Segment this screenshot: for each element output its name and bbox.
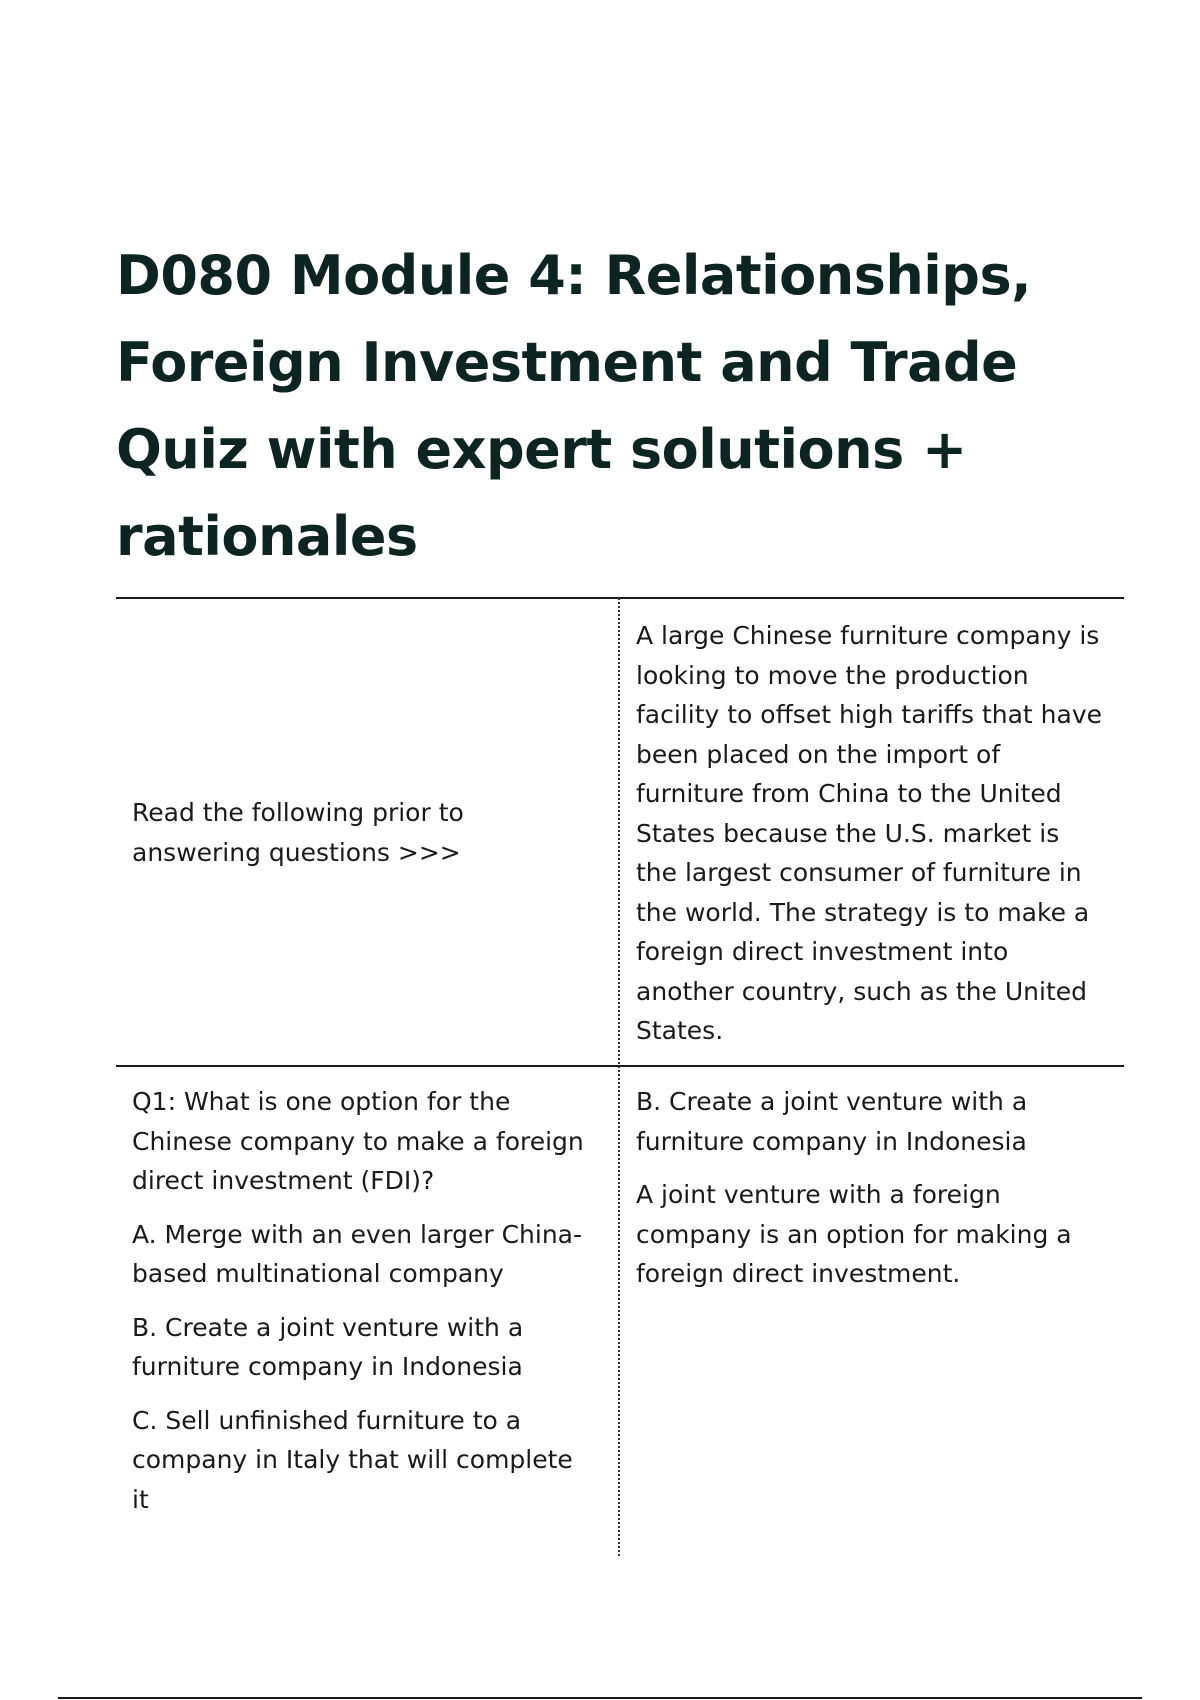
question-cell — [132, 1082, 597, 1533]
instruction-text: Read the following prior to answering questions >>> — [132, 798, 464, 867]
option-c: C. Sell unfinished furniture to a company in Italy that will complete it — [132, 1405, 573, 1514]
question-text: Q1: What is one option for the Chinese company to make a foreign direct investment (FDI)? — [132, 1087, 584, 1195]
document-title: D080 Module 4: Relationships, Foreign Investment and Trade Quiz with expert solutions + rationales — [116, 244, 1032, 568]
rationale-text: A joint venture with a foreign company is an option for making a foreign direct investment. — [636, 1180, 1072, 1288]
option-a: A. Merge with an even larger China-based multinational company — [132, 1219, 582, 1288]
scenario-text: A large Chinese furniture company is looking to move the production facility to offset high tariffs that have been placed on the import of furniture from China to the United States because the U.S. market is the largest consumer of furniture in the world. The strategy is to make a foreign direct investment into another country, such as the United States. — [636, 621, 1103, 1045]
answer-cell — [636, 1082, 1106, 1308]
column-divider — [618, 598, 620, 1556]
row-divider — [116, 1065, 1124, 1067]
table-top-border — [116, 597, 1124, 599]
instruction-cell — [132, 793, 597, 886]
page-footer-rule — [58, 1697, 1142, 1699]
option-b: B. Create a joint venture with a furniture company in Indonesia — [132, 1312, 524, 1381]
answer-text: B. Create a joint venture with a furniture company in Indonesia — [636, 1087, 1028, 1156]
scenario-cell — [636, 616, 1106, 1065]
